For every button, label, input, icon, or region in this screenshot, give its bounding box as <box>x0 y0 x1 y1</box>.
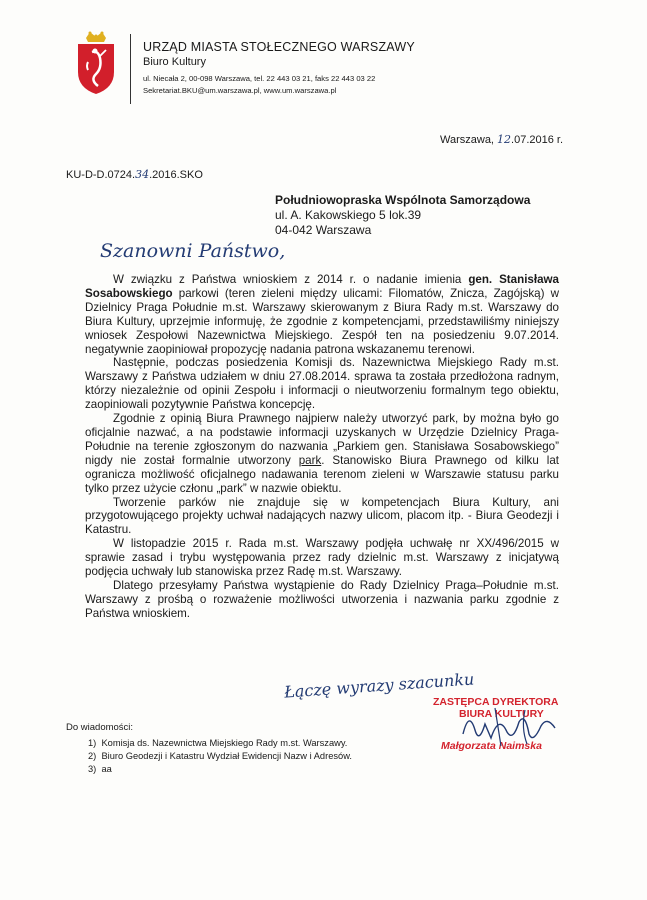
handwritten-salutation: Szanowni Państwo, <box>100 240 286 262</box>
recipient-city: 04-042 Warszawa <box>275 223 372 237</box>
warsaw-coat-of-arms-logo <box>76 30 116 96</box>
distribution-item: 3) aa <box>88 764 112 774</box>
organization-contact: Sekretariat.BKU@um.warszawa.pl, www.um.warszawa.pl <box>143 86 337 95</box>
distribution-heading: Do wiadomości: <box>66 722 134 733</box>
recipient-street: ul. A. Kakowskiego 5 lok.39 <box>275 208 422 222</box>
handwritten-signature <box>455 704 565 750</box>
handwritten-closing: Łączę wyrazy szacunku <box>283 669 475 702</box>
body-paragraph: Tworzenie parków nie znajduje się w kompetencjach Biura Kultury, ani przygotowującego projekty uchwał nadających nazwy ulicom, placom itp. - Biura Geodezji i Katastru. <box>85 495 559 537</box>
body-paragraph: W związku z Państwa wnioskiem z 2014 r. o nadanie imienia gen. Stanisława Sosabowskiego parkowi (teren zieleni między ulicami: Filomatów, Znicza, Zagójską) w Dzielnicy Praga Południe m.st. Warszawy skierowanym z Biura Rady m.st. Warszawy do Biura Kultury, uprzejmie informuję, że zgodnie z kompetencjami, przedstawiliśmy niniejszy wniosek Zespołowi Nazewnictwa Miejskiego. Zespół ten na posiedzeniu 9.07.2014. negatywnie zaopiniował propozycję nadania patrona wskazanemu terenowi. <box>85 273 560 356</box>
letter-date: Warszawa, 12.07.2016 r. <box>440 133 564 146</box>
letter-body <box>85 273 559 621</box>
distribution-item: 2) Biuro Geodezji i Katastru Wydział Ewidencji Nazw i Adresów. <box>88 751 352 761</box>
handwritten-day: 12 <box>497 133 512 146</box>
official-stamp: ZASTĘPCA DYREKTORA BIURA KULTURY Małgorzata Naimska <box>433 696 559 752</box>
organization-name: URZĄD MIASTA STOŁECZNEGO WARSZAWY <box>143 40 415 54</box>
header-divider <box>130 34 131 104</box>
recipient-name: Południowopraska Wspólnota Samorządowa <box>275 193 531 207</box>
body-paragraph: W listopadzie 2015 r. Rada m.st. Warszawy podjęła uchwałę nr XX/496/2015 w sprawie zasad i trybu występowania przez rady dzielnic m.st. Warszawy z inicjatywą podjęcia uchwały lub stanowiska przez Radę m.st. Warszawy. <box>85 537 559 579</box>
department-name: Biuro Kultury <box>143 56 206 68</box>
distribution-item: 1) Komisja ds. Nazewnictwa Miejskiego Rady m.st. Warszawy. <box>88 738 348 748</box>
body-paragraph: Dlatego przesyłamy Państwa wystąpienie do Rady Dzielnicy Praga–Południe m.st. Warszawy z prośbą o rozważenie możliwości utworzenia i nazwania parku zgodnie z Państwa wnioskiem. <box>85 578 559 620</box>
organization-address: ul. Niecała 2, 00-098 Warszawa, tel. 22 443 03 21, faks 22 443 03 22 <box>143 74 376 83</box>
case-reference: KU-D-D.0724.34.2016.SKO <box>66 168 203 181</box>
body-paragraph: Następnie, podczas posiedzenia Komisji ds. Nazewnictwa Miejskiego Rady m.st. Warszawy z Państwa udziałem w dniu 27.08.2014. sprawa ta została przedłożona radnym, którzy niezależnie od opinii Zespołu i informacji o nieutworzeniu formalnym tego obiektu, zaopiniowali pozytywnie Państwa koncepcję. <box>85 356 559 412</box>
body-paragraph: Zgodnie z opinią Biura Prawnego najpierw należy utworzyć park, by można było go oficjalnie nazwać, a na podstawie informacji uzyskanych w Urzędzie Dzielnicy Praga-Południe na terenie zgłoszonym do nazwania „Parkiem gen. Stanisława Sosabowskiego” nigdy nie został formalnie utworzony park. Stanowisko Biura Prawnego od kilku lat ogranicza możliwość oficjalnego nadawania terenom zieleni w Warszawie statusu parku tylko przez użycie członu „park” w nazwie obiektu. <box>85 412 559 495</box>
handwritten-reference-number: 34 <box>135 168 150 181</box>
